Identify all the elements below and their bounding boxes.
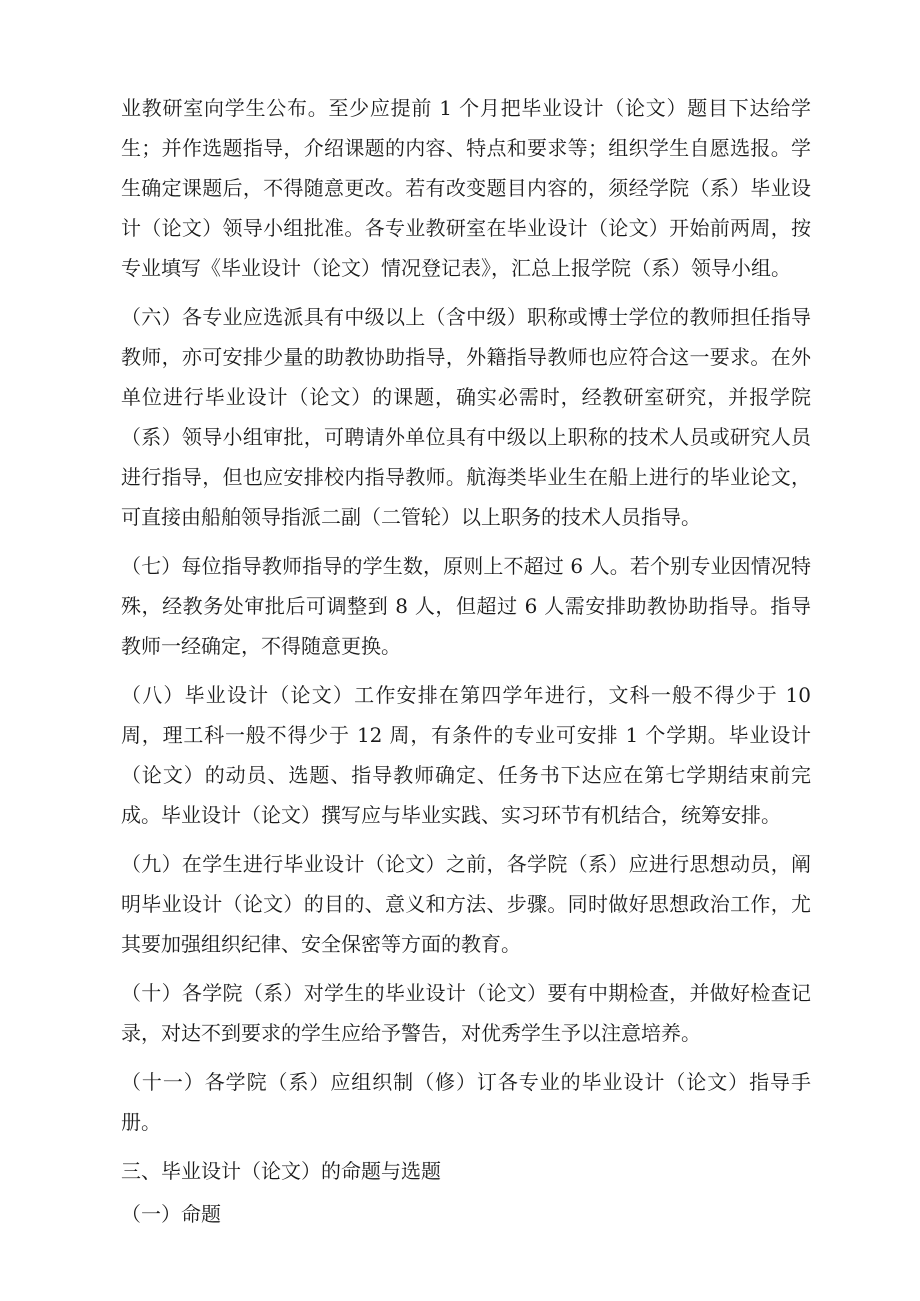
paragraph-item-7: （七）每位指导教师指导的学生数，原则上不超过 6 人。若个别专业因情况特殊，经教务处审批后可调整到 8 人，但超过 6 人需安排助教协助指导。指导教师一经确定，不得随意更换。 [121,554,811,658]
paragraph-item-9: （九）在学生进行毕业设计（论文）之前，各学院（系）应进行思想动员，阐明毕业设计（论文）的目的、意义和方法、步骤。同时做好思想政治工作，尤其要加强组织纪律、安全保密等方面的教育。 [121,852,811,956]
document-body [121,88,811,1237]
paragraph-item-6: （六）各专业应选派具有中级以上（含中级）职称或博士学位的教师担任指导教师，亦可安排少量的助教协助指导，外籍指导教师也应符合这一要求。在外单位进行毕业设计（论文）的课题，确实必需时，经教研室研究，并报学院（系）领导小组审批，可聘请外单位具有中级以上职称的技术人员或研究人员进行指导，但也应安排校内指导教师。航海类毕业生在船上进行的毕业论文，可直接由船舶领导指派二副（二管轮）以上职务的技术人员指导。 [121,305,811,529]
paragraph-item-8: （八）毕业设计（论文）工作安排在第四学年进行，文科一般不得少于 10 周，理工科一般不得少于 12 周，有条件的专业可安排 1 个学期。毕业设计（论文）的动员、选题、指导教师确定、任务书下达应在第七学期结束前完成。毕业设计（论文）撰写应与毕业实践、实习环节有机结合，统筹安排。 [121,683,811,827]
paragraph-continuation: 业教研室向学生公布。至少应提前 1 个月把毕业设计（论文）题目下达给学生；并作选题指导，介绍课题的内容、特点和要求等；组织学生自愿选报。学生确定课题后，不得随意更改。若有改变题目内容的，须经学院（系）毕业设计（论文）领导小组批准。各专业教研室在毕业设计（论文）开始前两周，按专业填写《毕业设计（论文）情况登记表》，汇总上报学院（系）领导小组。 [121,96,811,280]
paragraph-item-10: （十）各学院（系）对学生的毕业设计（论文）要有中期检查，并做好检查记录，对达不到要求的学生应给予警告，对优秀学生予以注意培养。 [121,981,811,1045]
subsection-heading: （一）命题 [121,1202,221,1226]
paragraph-item-11: （十一）各学院（系）应组织制（修）订各专业的毕业设计（论文）指导手册。 [121,1070,811,1134]
section-heading: 三、毕业设计（论文）的命题与选题 [121,1159,441,1183]
